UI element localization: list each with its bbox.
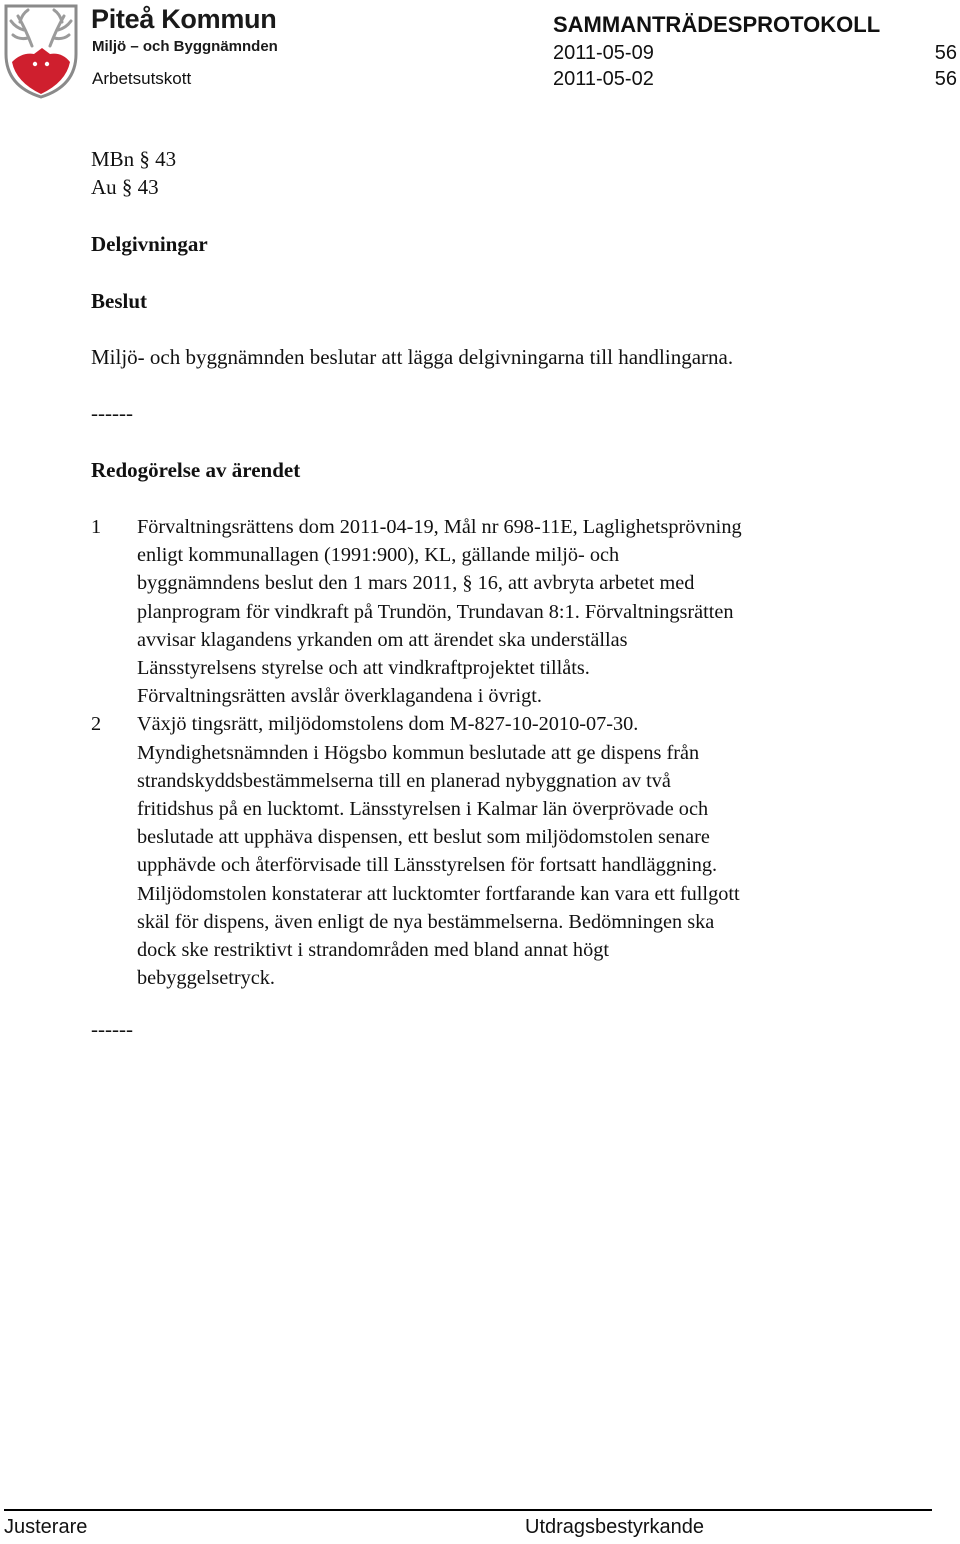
item-text-line: bebyggelsetryck. (137, 967, 275, 990)
separator: ------ (91, 401, 133, 425)
report-item (91, 513, 941, 710)
item-text-line: skäl för dispens, även enligt de nya bestämmelserna. Bedömningen ska (137, 910, 715, 933)
report-heading: Redogörelse av ärendet (91, 458, 301, 482)
item-text-line: Myndighetsnämnden i Högsbo kommun beslutade att ge dispens från (137, 741, 700, 764)
document-title: SAMMANTRÄDESPROTOKOLL (553, 12, 881, 37)
footer-divider (4, 1509, 932, 1511)
item-text-line: fritidshus på en lucktomt. Länsstyrelsen i Kalmar län överprövade och (137, 798, 709, 821)
report-item (91, 710, 941, 992)
item-text-line: beslutade att upphäva dispensen, ett beslut som miljödomstolen senare (137, 826, 710, 849)
item-text-line: dock ske restriktivt i strandområden med bland annat högt (137, 939, 609, 962)
item-text-line: Länsstyrelsens styrelse och att vindkraftprojektet tillåts. (137, 657, 590, 680)
committee-name: Arbetsutskott (92, 69, 192, 88)
item-text-line: avvisar klagandens yrkanden om att ärendet ska underställas (137, 628, 628, 651)
decision-heading: Beslut (91, 289, 148, 313)
item-text-line: Förvaltningsrätten avslår överklagandena i övrigt. (137, 685, 542, 708)
item-text-line: upphävde och återförvisade till Länsstyrelsen för fortsatt handläggning. (137, 854, 718, 877)
footer-adjuster-label: Justerare (4, 1516, 88, 1538)
paragraph-ref-au: Au § 43 (91, 175, 159, 199)
item-number: 1 (91, 516, 102, 538)
item-text-line: Växjö tingsrätt, miljödomstolens dom M-827-10-2010-07-30. (137, 713, 639, 736)
page-number-mbn: 56 (934, 42, 957, 64)
meeting-date-au: 2011-05-02 (553, 68, 654, 90)
item-text-line: byggnämndens beslut den 1 mars 2011, § 16, att avbryta arbetet med (137, 572, 695, 595)
item-text-line: enligt kommunallagen (1991:900), KL, gällande miljö- och (137, 544, 620, 567)
page-number-au: 56 (934, 68, 957, 90)
report-items-list (91, 513, 941, 992)
item-text-line: Förvaltningsrättens dom 2011-04-19, Mål nr 698-11E, Laglighetsprövning (137, 516, 742, 538)
footer-certification-label: Utdragsbestyrkande (525, 1516, 704, 1538)
item-text-line: strandskyddsbestämmelserna till en planerad nybyggnation av två (137, 769, 671, 792)
end-separator: ------ (91, 1017, 133, 1041)
item-number: 2 (91, 713, 102, 736)
meeting-date-mbn: 2011-05-09 (553, 42, 654, 64)
decision-text: Miljö- och byggnämnden beslutar att lägga delgivningarna till handlingarna. (91, 345, 734, 369)
organization-name: Piteå Kommun (91, 4, 277, 34)
item-text-line: planprogram för vindkraft på Trundön, Trundavan 8:1. Förvaltningsrätten (137, 600, 734, 623)
paragraph-ref-mbn: MBn § 43 (91, 147, 177, 171)
section-heading: Delgivningar (91, 232, 208, 256)
municipality-coat-of-arms-logo (2, 2, 80, 100)
organization-department: Miljö – och Byggnämnden (92, 38, 278, 55)
item-text-line: Miljödomstolen konstaterar att lucktomter fortfarande kan vara ett fullgott (137, 882, 740, 905)
